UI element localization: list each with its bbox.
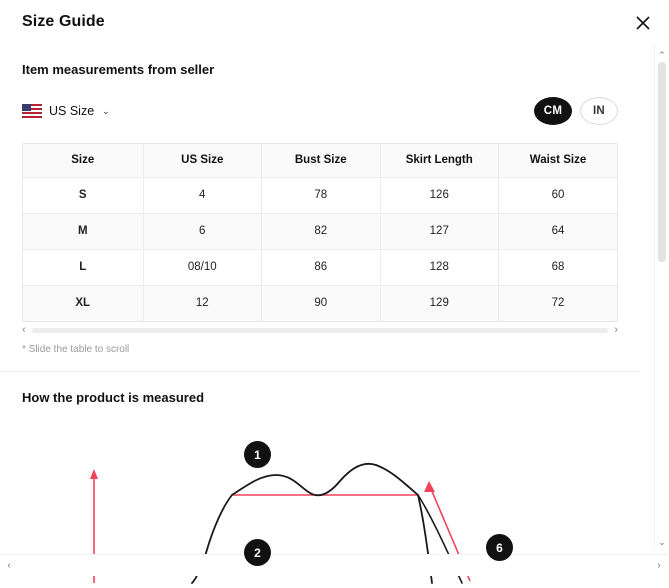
measurements-heading: Item measurements from seller: [22, 62, 215, 77]
locale-label: US Size: [49, 104, 95, 118]
cell-us-size: 12: [143, 285, 262, 321]
cell-bust-size: 78: [262, 177, 381, 213]
cell-size: S: [23, 177, 143, 213]
modal-body: [0, 44, 640, 560]
table-row: [23, 285, 617, 321]
scroll-right-icon[interactable]: ›: [657, 560, 661, 571]
unit-in-button[interactable]: IN: [580, 97, 618, 125]
size-table-wrapper: [22, 143, 618, 322]
cell-bust-size: 86: [262, 249, 381, 285]
cell-skirt-length: 126: [380, 177, 499, 213]
table-header-row: [23, 144, 617, 177]
table-scroll-track[interactable]: [32, 328, 609, 333]
size-table-head: [23, 144, 617, 177]
scroll-left-icon[interactable]: ‹: [7, 560, 11, 571]
howto-heading: How the product is measured: [22, 390, 205, 405]
measurements-section: [0, 62, 640, 77]
table-scroll-thumb[interactable]: [32, 328, 609, 333]
chevron-down-icon: ⌄: [102, 105, 110, 116]
cell-waist-size: 72: [499, 285, 618, 321]
cell-us-size: 4: [143, 177, 262, 213]
table-row: [23, 213, 617, 249]
cell-size: L: [23, 249, 143, 285]
scroll-up-icon[interactable]: ⌃: [658, 49, 666, 60]
vertical-scrollbar[interactable]: [654, 44, 668, 549]
cell-waist-size: 64: [499, 213, 618, 249]
horizontal-scroll-thumb[interactable]: [18, 562, 578, 570]
horizontal-scroll-track[interactable]: [18, 562, 650, 570]
diagram-badge-6: 6: [486, 534, 513, 561]
table-row: [23, 177, 617, 213]
cell-size: M: [23, 213, 143, 249]
howto-section: [0, 390, 640, 405]
cell-bust-size: 90: [262, 285, 381, 321]
size-table-body: [23, 177, 617, 321]
horizontal-scrollbar[interactable]: [0, 554, 668, 576]
vertical-scroll-track[interactable]: [658, 62, 666, 533]
cell-skirt-length: 127: [380, 213, 499, 249]
column-header: Skirt Length: [380, 144, 499, 177]
cell-us-size: 08/10: [143, 249, 262, 285]
cell-size: XL: [23, 285, 143, 321]
scroll-hint: * Slide the table to scroll: [22, 344, 130, 355]
controls-row: [0, 97, 640, 125]
scroll-down-icon[interactable]: ⌄: [658, 536, 666, 547]
column-header: Waist Size: [499, 144, 618, 177]
page-title: Size Guide: [22, 13, 105, 30]
modal-header: [0, 0, 668, 44]
cell-bust-size: 82: [262, 213, 381, 249]
section-divider: [0, 371, 640, 372]
table-row: [23, 249, 617, 285]
cell-waist-size: 60: [499, 177, 618, 213]
column-header: Size: [23, 144, 143, 177]
table-scrollbar[interactable]: [22, 322, 618, 338]
diagram-badge-1: 1: [244, 441, 271, 468]
vertical-scroll-thumb[interactable]: [658, 62, 666, 262]
locale-select[interactable]: [22, 104, 110, 118]
us-flag-icon: [22, 104, 42, 118]
cell-skirt-length: 129: [380, 285, 499, 321]
cell-skirt-length: 128: [380, 249, 499, 285]
diagram-badge-2: 2: [244, 539, 271, 566]
column-header: US Size: [143, 144, 262, 177]
unit-cm-button[interactable]: CM: [534, 97, 572, 125]
table-scroll-right-icon[interactable]: ›: [614, 323, 618, 336]
column-header: Bust Size: [262, 144, 381, 177]
cell-us-size: 6: [143, 213, 262, 249]
table-scroll-left-icon[interactable]: ‹: [22, 323, 26, 336]
size-table: [23, 144, 617, 321]
close-icon[interactable]: [630, 10, 656, 36]
unit-toggle: [534, 97, 618, 125]
cell-waist-size: 68: [499, 249, 618, 285]
